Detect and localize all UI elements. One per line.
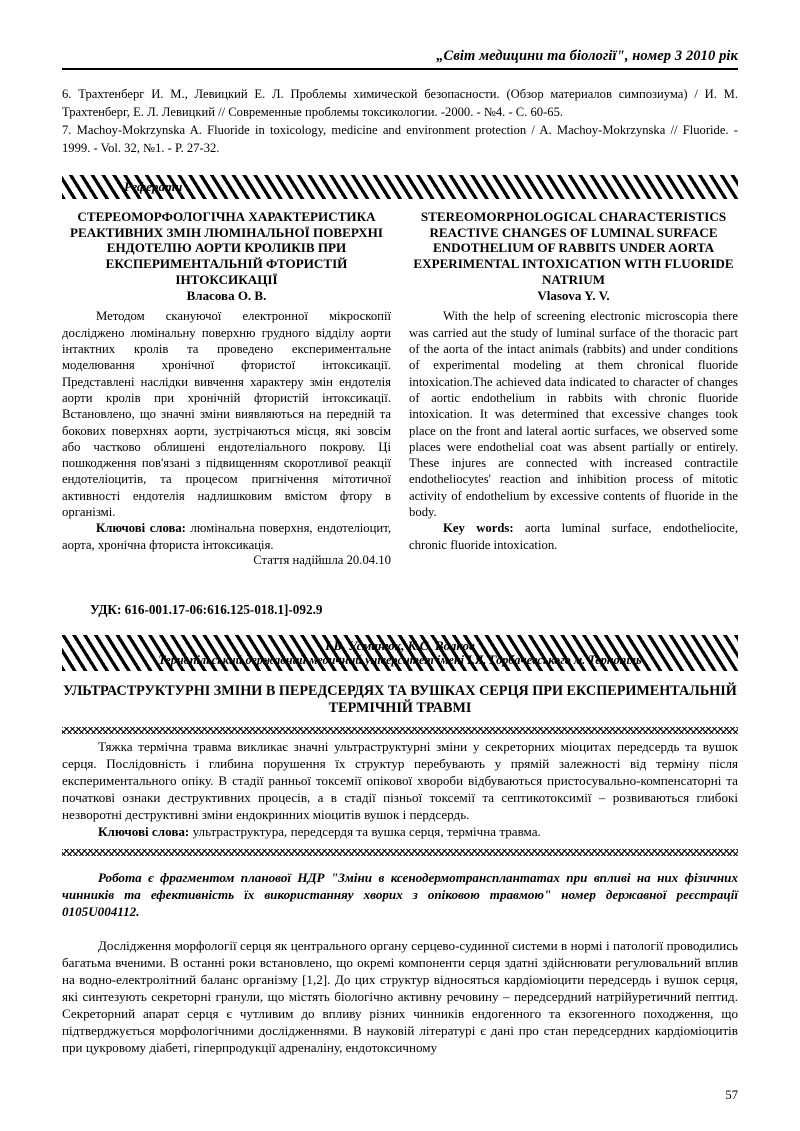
article-authors: І.Б. Усманюк, К.С. Волков (325, 638, 475, 654)
abstract-en-keywords-value: aorta luminal surface, endotheliocite, chronic fluoride intoxication. (409, 521, 738, 552)
wavy-divider-bottom (62, 849, 738, 856)
abstract-uk-submitted: Стаття надійшла 20.04.10 (253, 553, 391, 568)
abstract-uk-title: СТЕРЕОМОРФОЛОГІЧНА ХАРАКТЕРИСТИКА РЕАКТИВНИХ ЗМІН ЛЮМІНАЛЬНОЇ ПОВЕРХНІ ЕНДОТЕЛІЮ АОРТИ КРОЛИКІВ ПРИ ЕКСПЕРИМЕНТАЛЬНІЙ ФТОРИСТІЙ ІНТОКСИКАЦІЇ (70, 208, 383, 287)
article-author-banner (62, 635, 738, 671)
abstracts-banner-inner (62, 175, 738, 199)
spacer-after-divider (62, 860, 738, 869)
article-body-paragraph: Дослідження морфології серця як центрального органу серцево-судинної системи в нормі і патології проводились багатьма вченими. В останні роки встановлено, що окремі компоненти серця здатні здійснювати регулювальний вплив на водно-електролітний баланс організму [1,2]. До цих структур відносяться кардіоміоцити передсердь і вушок серця, які синтезують секреторні гранули, що містять біологічно активну речовину – передсердний натрійуретичний пептид. Секреторний апарат серця є чутливим до впливу різних чинників ендогенного та екзогенного походження, що підтверджується морфологічними дослідженнями. В науковій літературі є дані про стан передсердних кардіоміоцитів при цукровому діабеті, гіперпродукції адреналіну, ендотоксичному (62, 937, 738, 1055)
running-head-rule (62, 68, 738, 70)
abstract-en-title: STEREOMORPHOLOGICAL CHARACTERISTICS REACTIVE CHANGES OF LUMINAL SURFACE ENDOTHELIUM OF RABBITS UNDER AORTA EXPERIMENTAL INTOXICATION WITH FLUORIDE NATRIUM (413, 208, 734, 287)
spacer-before-body (62, 921, 738, 937)
page-number: 57 (725, 1088, 738, 1102)
abstracts-section-banner (62, 175, 738, 199)
abstract-uk-keywords-value: люмінальна поверхня, ендотеліоцит, аорта, хронічна фториста інтоксикація. (62, 521, 391, 552)
abstract-uk-author: Власова О. В. (186, 288, 267, 304)
abstract-uk-keywords (62, 520, 391, 553)
abstract-uk-body: Методом скануючої електронної мікроскопії досліджено люмінальну поверхню грудного відділу аорти інтактних кролів та проведено експериментальне моделювання хронічної фтористої інтоксикації. Представлені наслідки вивчення характеру змін ендотелія аорти кролів при хронічній фтористій інтоксикації. Встановлено, що значні зміни виявляються на передній та бокових поверхнях аорти, зустрічаються місця, які зовсім або частково облишені ендотеліального покрову. Ці пошкодження пов'язані з підвищенням скоротливої реакції ендотеліоцитів, та процесом пригнічення мітотичної активності ендотелія надлишковим вмістом фтору в організмі. (62, 309, 391, 520)
article-keywords-label: Ключові слова: (98, 823, 190, 839)
article-keywords-value: ультраструктура, передсердя та вушка серця, термічна травма. (189, 823, 541, 839)
reference-list (62, 86, 738, 158)
abstract-en-keywords-label: Key words: (443, 521, 514, 536)
reference-item-6: 6. Трахтенберг И. М., Левицкий Е. Л. Проблемы химической безопасности. (Обзор материалов симпозиума) / И. М. Трахтенберг, Е. Л. Левицкий // Современные проблемы токсикологии. -2000. - №4. - С. 60-65. (62, 87, 738, 119)
article-funding-note: Робота є фрагментом планової НДР "Зміни в ксенодермотрансплантатах при впливі на них фізичних чинників та ефективність їх використанняу хворих з опіковою травмою" номер державної реєстрації 0105U004112. (62, 869, 738, 920)
wavy-divider-top (62, 727, 738, 734)
article-abstract: Тяжка термічна травма викликає значні ультраструктурні зміни у секреторних міоцитах передсердь та вушок серця. Послідовність і глибина порушення їх структур перебувають у прямій залежності від терміну після експериментального опіку. В стадії ранньої токсемії опікової хвороби відбуваються пристосувально-компенсаторні та початкові ознаки деструктивних процесів, а в стадії пізньої токсемії та септикотоксимії – розвиваються глибокі незворотні деструктивні зміни ендокринних міоцитів вушок і пердсердь. (62, 738, 738, 822)
abstracts-banner-label: Реферати (124, 178, 183, 194)
abstract-english (409, 209, 738, 568)
article-author-banner-inner (62, 635, 738, 671)
article-affiliation: Тернопільський державний медичний університет імені І.Я. Горбачевського м. Тернопіль (158, 653, 642, 668)
abstract-en-keywords (409, 520, 738, 553)
udc-code: УДК: 616-001.17-06:616.125-018.1]-092.9 (90, 602, 323, 618)
running-head: „Світ медицини та біології", номер 3 2010 рік (436, 48, 738, 64)
abstract-en-body: With the help of screening electronic microscopia there was carried aut the study of luminal surface of the thoracic part of the aorta of the intact animals (rabbits) and under conditions of experimental modeling at them chronical fluoride intoxication.The achieved data indicated to character of changes of aortic endothelium in rabbits with chronic fluoride intoxication. It was determined that excessive changes took place on the front and lateral aortic surfaces, we observed some places were endothelial coat was absent partially or entirely. These injures are connected with increased contractile endotheliocytes' reaction and inhibition process of mitotic activity of endothelium by excessive contents of fluoride in the body. (409, 309, 738, 520)
abstract-en-author: Vlasova Y. V. (537, 288, 610, 304)
abstract-ukrainian (62, 209, 391, 568)
abstracts-two-column (62, 209, 738, 568)
reference-item-7: 7. Machoy-Mokrzynska A. Fluoride in toxicology, medicine and environment protection / A. Machoy-Mokrzynska // Fluoride. - 1999. - Vol. 32, №1. - P. 27-32. (62, 122, 738, 155)
article-keywords (62, 823, 738, 840)
abstract-uk-keywords-label: Ключові слова: (96, 521, 186, 536)
article-title: УЛЬТРАСТРУКТУРНІ ЗМІНИ В ПЕРЕДСЕРДЯХ ТА ВУШКАХ СЕРЦЯ ПРИ ЕКСПЕРИМЕНТАЛЬНІЙ ТЕРМІЧНІЙ ТРАВМІ (63, 682, 737, 717)
